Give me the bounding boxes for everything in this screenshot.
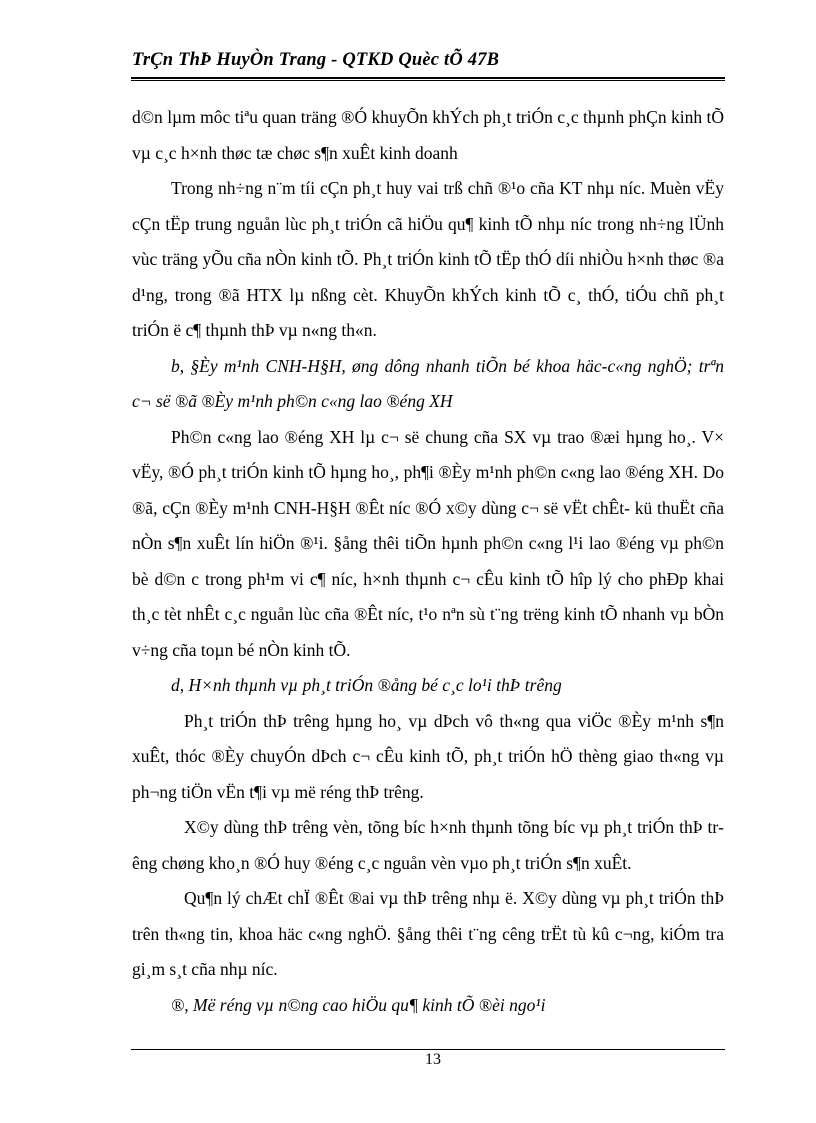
paragraph-state-economy: Trong nh÷ng n¨m tíi cÇn ph¸t huy vai trß chñ ®¹o cña KT nhµ níc. Muèn vËy cÇn tËp trung nguån lùc ph¸t triÓn cã hiÖu qu¶ kinh tÕ nhµ níc trong nh÷ng lÜnh vùc träng yÕu cña nÒn kinh tÕ. Ph¸t triÓn kinh tÕ tËp thÓ díi nhiÒu h×nh thøc ®a d¹ng, trong ®ã HTX lµ nßng cèt. KhuyÕn khÝch kinh tÕ c¸ thÓ, tiÓu chñ ph¸t triÓn ë c¶ thµnh thÞ vµ n«ng th«n. — [132, 178, 724, 340]
footer-rule — [131, 1049, 725, 1050]
section-heading-d: d, H×nh thµnh vµ ph¸t triÓn ®ång bé c¸c lo¹i thÞ trêng — [171, 675, 562, 695]
paragraph-capital-market: X©y dùng thÞ trêng vèn, tõng bíc h×nh thµnh tõng bíc vµ ph¸t triÓn thÞ trêng chøng kho¸n ®Ó huy ®éng c¸c nguån vèn vµo ph¸t triÓn s¶n xuÊt. — [132, 817, 724, 873]
section-heading-dd: ®, Më réng vµ n©ng cao hiÖu qu¶ kinh tÕ ®èi ngo¹i — [171, 994, 546, 1015]
paragraph-land-management: Qu¶n lý chÆt chÏ ®Êt ®ai vµ thÞ trêng nhµ ë. X©y dùng vµ ph¸t triÓn thÞ trên th«ng tin, khoa häc c«ng nghÖ. §ång thêi t¨ng cêng trËt tù kû c¬ng, kiÓm tra gi¸m s¸t cña nhµ níc. — [132, 888, 724, 979]
paragraph-goods-market: Ph¸t triÓn thÞ trêng hµng ho¸ vµ dÞch vô th«ng qua viÖc ®Èy m¹nh s¶n xuÊt, thóc ®Èy chuyÓn dÞch c¬ cÊu kinh tÕ, ph¸t triÓn hÖ thèng giao th«ng vµ ph¬ng tiÖn vËn t¶i vµ më réng thÞ trêng. — [132, 710, 724, 802]
running-header: TrÇn ThÞ HuyÒn Trang - QTKD Quèc tÕ 47B — [132, 50, 500, 70]
header-rule-thin — [131, 80, 725, 81]
header-rule — [131, 77, 725, 79]
page-number: 13 — [425, 1051, 441, 1068]
paragraph-continuation: d©n lµm môc tiªu quan träng ®Ó khuyÕn khÝch ph¸t triÓn c¸c thµnh phÇn kinh tÕ vµ c¸c h×nh thøc tæ chøc s¶n xuÊt kinh doanh — [132, 107, 724, 163]
document-body — [132, 100, 724, 1023]
section-heading-b: b, §Èy m¹nh CNH-H§H, øng dông nhanh tiÕn bé khoa häc-c«ng nghÖ; trªn c¬ së ®ã ®Èy m¹nh ph©n c«ng lao ®éng XH — [132, 355, 724, 411]
paragraph-labor-division: Ph©n c«ng lao ®éng XH lµ c¬ së chung cña SX vµ trao ®æi hµng ho¸. V× vËy, ®Ó ph¸t triÓn kinh tÕ hµng ho¸, ph¶i ®Èy m¹nh ph©n c«ng lao ®éng XH. Do ®ã, cÇn ®Èy m¹nh CNH-H§H ®Êt níc ®Ó x©y dùng c¬ së vËt chÊt- kü thuËt cña nÒn s¶n xuÊt lín hiÖn ®¹i. §ång thêi tiÕn hµnh ph©n c«ng l¹i lao ®éng vµ ph©n bè d©n c trong ph¹m vi c¶ níc, h×nh thµnh c¬ cÊu kinh tÕ hîp lý cho phÐp khai th¸c tèt nhÊt c¸c nguån lùc cña ®Êt níc, t¹o nªn sù t¨ng trëng kinh tÕ nhanh vµ bÒn v÷ng cña toµn bé nÒn kinh tÕ. — [132, 426, 724, 660]
